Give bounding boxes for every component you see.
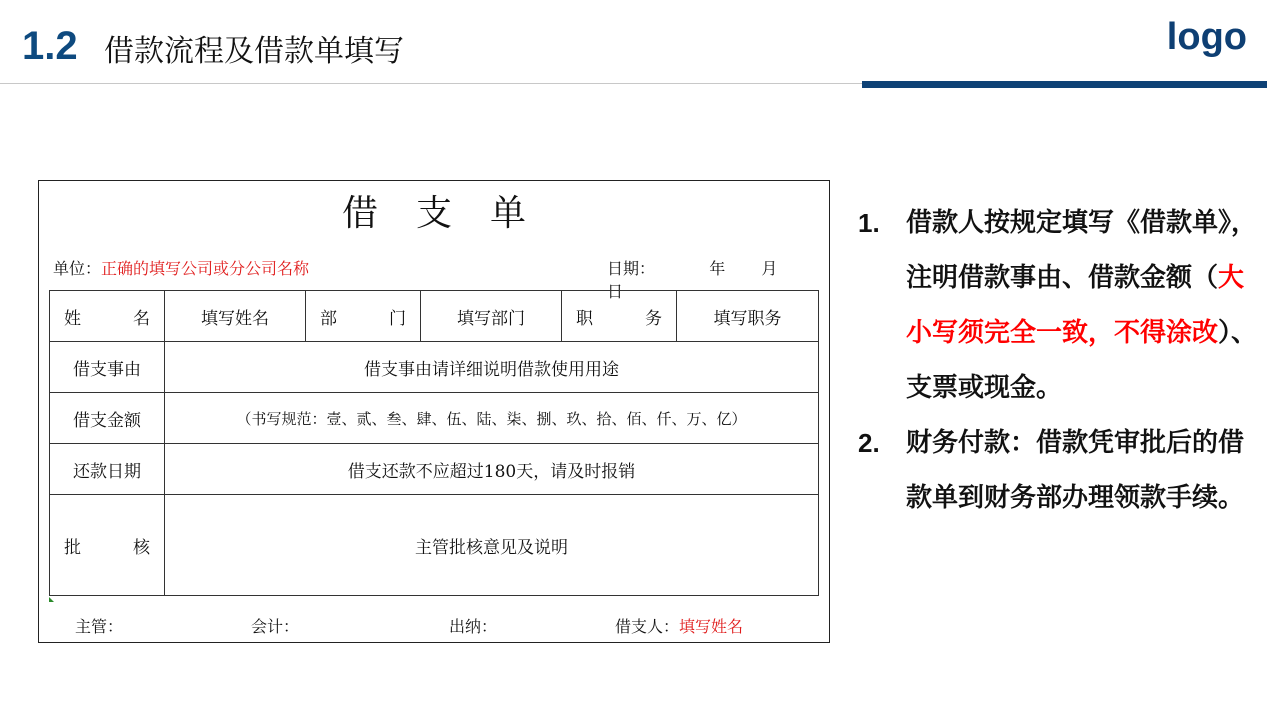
label-text: 务	[645, 308, 662, 329]
date-month: 月	[761, 259, 778, 278]
reason-label: 借支事由	[50, 342, 165, 393]
cashier-sign: 出纳：	[449, 617, 498, 636]
amount-value: （书写规范：壹、贰、叁、肆、伍、陆、柒、捌、玖、拾、佰、仟、万、亿）	[165, 393, 819, 444]
unit-line	[53, 256, 309, 279]
borrower-value: 填写姓名	[679, 617, 744, 636]
position-label-cell	[562, 291, 677, 342]
unit-label: 单位：	[53, 259, 102, 278]
highlight-text: 大小写须完全一致，不得涂改	[906, 263, 1245, 348]
approve-label-cell	[50, 495, 165, 596]
item-text	[906, 196, 1258, 416]
instruction-list	[858, 196, 1258, 526]
date-year: 年	[709, 259, 726, 278]
repay-label: 还款日期	[50, 444, 165, 495]
label-text: 批	[64, 537, 81, 558]
dept-value: 填写部门	[421, 291, 562, 342]
position-value: 填写职务	[677, 291, 819, 342]
date-day: 日	[607, 282, 624, 301]
unit-value: 正确的填写公司或分公司名称	[101, 259, 310, 278]
item-number: 1.	[858, 208, 880, 238]
label-text: 职	[576, 308, 593, 329]
name-value: 填写姓名	[165, 291, 306, 342]
name-label-cell	[50, 291, 165, 342]
label-text: 名	[133, 308, 150, 329]
header-accent-bar	[862, 81, 1267, 88]
label-text: 核	[133, 537, 150, 558]
cell-marker-icon	[49, 597, 54, 602]
supervisor-sign: 主管：	[75, 617, 124, 636]
list-item	[858, 196, 1258, 416]
table-row	[50, 342, 819, 393]
page-title: 借款流程及借款单填写	[104, 34, 404, 69]
table-row	[50, 444, 819, 495]
accountant-sign: 会计：	[251, 617, 300, 636]
borrower-label: 借支人：	[615, 617, 680, 636]
borrower-sign	[615, 614, 743, 637]
item-number: 2.	[858, 428, 880, 458]
form-table	[49, 290, 819, 596]
logo: logo	[1166, 16, 1247, 58]
label-text: 姓	[64, 308, 81, 329]
item-text: 财务付款：借款凭审批后的借款单到财务部办理领款手续。	[906, 428, 1245, 513]
list-item	[858, 416, 1258, 526]
table-row	[50, 291, 819, 342]
header-divider	[0, 83, 864, 84]
section-number: 1.2	[22, 24, 78, 68]
reason-value: 借支事由请详细说明借款使用用途	[165, 342, 819, 393]
table-row	[50, 495, 819, 596]
loan-form-image	[38, 180, 830, 643]
date-label: 日期：	[607, 259, 656, 278]
text-segment: 借款人按规定填写《借款单》，注明借款事由、借款金额（	[906, 208, 1258, 293]
repay-value: 借支还款不应超过180天，请及时报销	[165, 444, 819, 495]
label-text: 部	[320, 308, 337, 329]
table-row	[50, 393, 819, 444]
text-segment: ）、支票或现金。	[906, 318, 1258, 403]
form-title: 借支单	[341, 193, 564, 234]
approve-value: 主管批核意见及说明	[165, 495, 819, 596]
amount-label: 借支金额	[50, 393, 165, 444]
label-text: 门	[389, 308, 406, 329]
dept-label-cell	[306, 291, 421, 342]
